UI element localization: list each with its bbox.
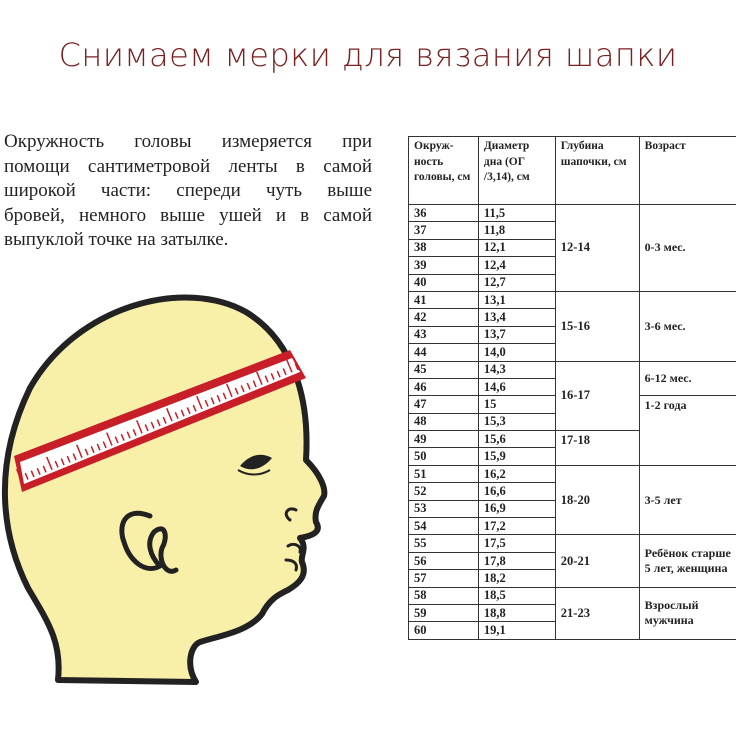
table-row [409,205,736,222]
cell-circumference: 38 [409,239,479,256]
table-row [409,361,736,378]
cell-circumference: 40 [409,274,479,291]
cell-depth: 17-18 [555,431,639,466]
cell-depth: 21-23 [555,587,639,639]
header-head-circumference: Окруж-ность головы, см [409,137,479,205]
cell-circumference: 51 [409,465,479,482]
cell-diameter: 13,4 [478,309,555,326]
table-row [409,587,736,604]
cell-diameter: 17,5 [478,535,555,552]
intro-line: помощи сантиметровой ленты в самой [4,155,372,177]
cell-diameter: 14,3 [478,361,555,378]
intro-line: бровей, немного выше ушей и в самой [4,204,372,226]
cell-circumference: 48 [409,413,479,430]
cell-diameter: 18,8 [478,604,555,621]
cell-diameter: 13,1 [478,291,555,308]
header-bottom-diameter: Диаметр дна (ОГ /3,14), см [478,137,555,205]
table-row [409,465,736,482]
size-table [408,136,736,640]
cell-age: 3-5 лет [639,465,736,535]
cell-diameter: 16,2 [478,465,555,482]
cell-depth: 16-17 [555,361,639,431]
cell-depth: 12-14 [555,205,639,292]
cell-diameter: 19,1 [478,622,555,639]
cell-age: Ребёнок старше 5 лет, женщина [639,535,736,587]
cell-diameter: 11,5 [478,205,555,222]
cell-circumference: 55 [409,535,479,552]
cell-diameter: 15,9 [478,448,555,465]
cell-diameter: 14,6 [478,378,555,395]
cell-diameter: 12,4 [478,257,555,274]
cell-circumference: 41 [409,291,479,308]
cell-diameter: 16,6 [478,483,555,500]
header-age: Возраст [639,137,736,205]
cell-diameter: 14,0 [478,344,555,361]
cell-circumference: 45 [409,361,479,378]
cell-circumference: 56 [409,552,479,569]
cell-diameter: 15,6 [478,431,555,448]
cell-diameter: 15 [478,396,555,413]
cell-circumference: 59 [409,604,479,621]
cell-circumference: 47 [409,396,479,413]
cell-circumference: 57 [409,570,479,587]
cell-diameter: 15,3 [478,413,555,430]
cell-diameter: 17,2 [478,518,555,535]
cell-age: 3-6 мес. [639,291,736,361]
cell-diameter: 11,8 [478,222,555,239]
cell-circumference: 44 [409,344,479,361]
intro-line: широкой части: спереди чуть выше [4,180,372,201]
child-head-measuring-tape-icon [0,270,400,710]
cell-depth: 15-16 [555,291,639,361]
cell-depth: 18-20 [555,465,639,535]
cell-diameter: 18,2 [478,570,555,587]
table-row [409,291,736,308]
cell-circumference: 42 [409,309,479,326]
cell-diameter: 13,7 [478,326,555,343]
table-header-row [409,137,736,205]
cell-age: 0-3 мес. [639,205,736,292]
cell-circumference: 39 [409,257,479,274]
cell-depth: 20-21 [555,535,639,587]
cell-diameter: 18,5 [478,587,555,604]
intro-line: выпуклой точке на затылке. [4,229,229,250]
cell-age: 6-12 мес. [639,361,736,396]
cell-age: 1-2 года [639,396,736,466]
cell-circumference: 53 [409,500,479,517]
page-title: Снимаем мерки для вязания шапки [58,36,678,74]
cell-circumference: 58 [409,587,479,604]
table-row [409,535,736,552]
cell-circumference: 54 [409,518,479,535]
cell-diameter: 12,1 [478,239,555,256]
cell-diameter: 16,9 [478,500,555,517]
cell-circumference: 49 [409,431,479,448]
cell-circumference: 52 [409,483,479,500]
cell-circumference: 46 [409,378,479,395]
cell-diameter: 17,8 [478,552,555,569]
cell-circumference: 50 [409,448,479,465]
cell-circumference: 60 [409,622,479,639]
intro-line: Окружность головы измеряется при [4,131,372,152]
intro-paragraph [4,130,372,253]
cell-circumference: 43 [409,326,479,343]
cell-circumference: 37 [409,222,479,239]
cell-age: Взрослый мужчина [639,587,736,639]
cell-circumference: 36 [409,205,479,222]
cell-diameter: 12,7 [478,274,555,291]
header-hat-depth: Глубина шапочки, см [555,137,639,205]
